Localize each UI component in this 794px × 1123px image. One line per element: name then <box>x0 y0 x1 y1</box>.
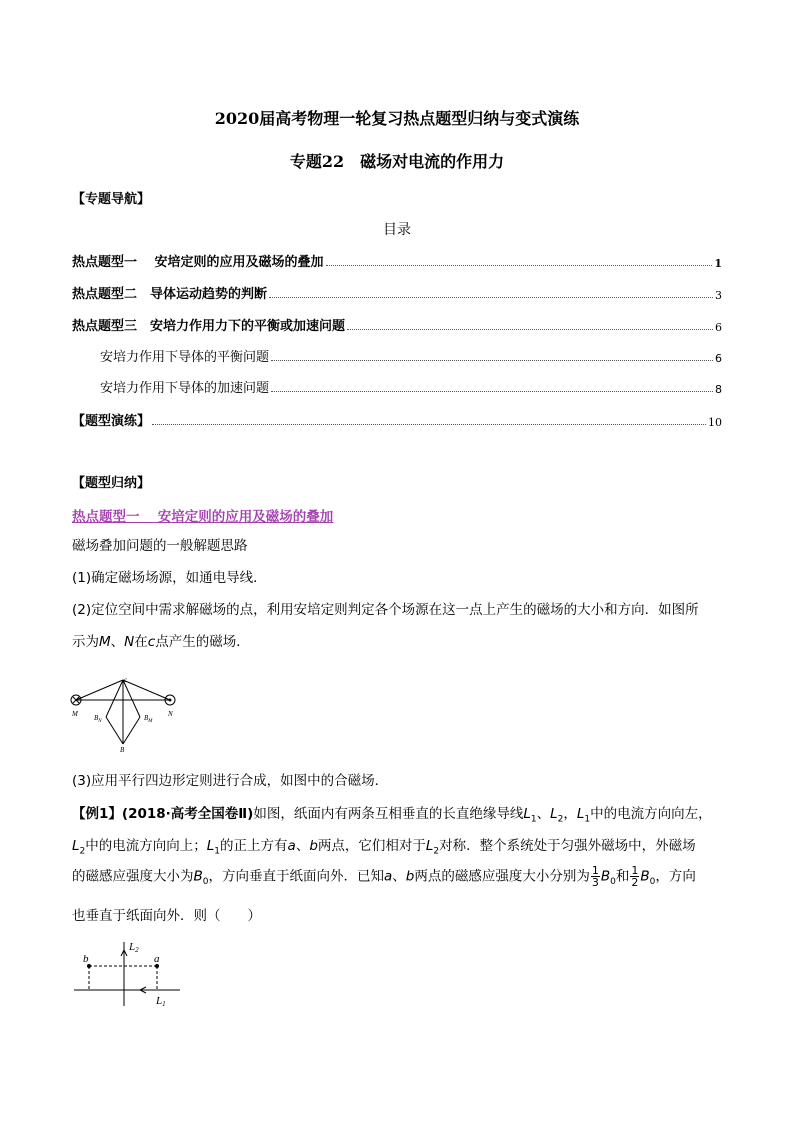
body-step2a: (2)定位空间中需求解磁场的点，利用安培定则判定各个场源在这一点上产生的磁场的大小和方向．如图所 <box>72 602 699 618</box>
summary-header: 【题型归纳】 <box>72 476 151 491</box>
toc-item-2[interactable]: 热点题型二 导体运动趋势的判断 3 <box>72 287 722 302</box>
label-L1: L1 <box>156 995 166 1008</box>
toc-item-6[interactable]: 【题型演练】 10 <box>72 414 722 429</box>
toc-item-3[interactable]: 热点题型三 安培力作用力下的平衡或加速问题 6 <box>72 319 722 334</box>
example-line-3: 的磁感应强度大小为$B_0$，方向垂直于纸面向外．已知a、b两点的磁感应强度大小分别为 $\frac{1}{3}$ $B_0$和 $\frac{1}{2}$ $B_0$，方向 <box>72 864 696 889</box>
wires-figure <box>72 938 182 1008</box>
body-step1: (1)确定磁场场源，如通电导线． <box>72 570 267 586</box>
label-B: B <box>120 746 125 752</box>
label-M: M <box>72 710 78 718</box>
label-a: a <box>154 953 160 965</box>
example-line-4: 也垂直于纸面向外．则（ ） <box>72 908 261 924</box>
body-step3: (3)应用平行四边形定则进行合成，如图中的合磁场． <box>72 773 389 789</box>
label-b: b <box>83 953 89 965</box>
document-subtitle: 专题22 磁场对电流的作用力 <box>289 152 505 171</box>
label-c: c <box>124 676 128 684</box>
toc-item-4[interactable]: 安培力作用下导体的平衡问题 6 <box>100 350 722 365</box>
fraction-one-half: $\frac{1}{2}$ <box>631 864 639 889</box>
label-BN: $B_N$ <box>94 714 102 724</box>
toc-item-5[interactable]: 安培力作用下导体的加速问题 8 <box>100 381 722 396</box>
label-L2: L2 <box>129 941 139 954</box>
label-BM: $B_M$ <box>144 714 153 724</box>
toc-item-1[interactable]: 热点题型一 安培定则的应用及磁场的叠加 1 <box>72 255 722 270</box>
fraction-one-third: $\frac{1}{3}$ <box>591 864 599 889</box>
example-line-1: 【例1】(2018·高考全国卷Ⅱ)如图，纸面内有两条互相垂直的长直绝缘导线$L_1$、$L_2$，$L_1$中的电流方向向左， <box>72 806 712 825</box>
label-N: N <box>168 710 173 718</box>
body-intro: 磁场叠加问题的一般解题思路 <box>72 538 248 554</box>
toc-heading: 目录 <box>383 222 411 238</box>
body-step2b: 示为M、N在c点产生的磁场． <box>72 634 250 650</box>
document-title: 2020届高考物理一轮复习热点题型归纳与变式演练 <box>214 109 580 128</box>
nav-header: 【专题导航】 <box>72 192 151 207</box>
example-line-2: $L_2$中的电流方向向上；$L_1$的正上方有a、b两点，它们相对于$L_2$对称．整个系统处于匀强外磁场中，外磁场 <box>72 838 696 857</box>
section1-title[interactable]: 热点题型一 安培定则的应用及磁场的叠加 <box>72 509 334 525</box>
superposition-figure <box>68 672 180 752</box>
